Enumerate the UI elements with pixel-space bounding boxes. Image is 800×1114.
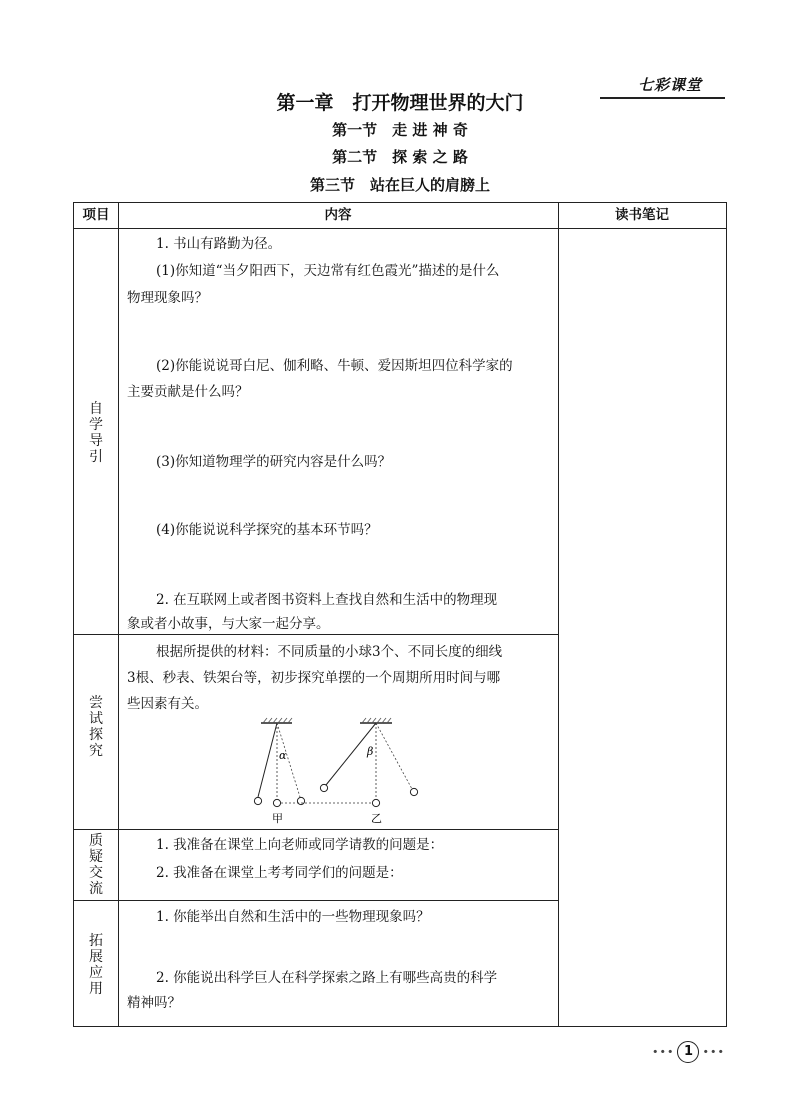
row-divider [74, 900, 558, 901]
bob-right-swing [410, 788, 417, 795]
content-line: 1. 我准备在课堂上向老师或同学请教的问题是： [156, 837, 444, 853]
chapter-title: 第一章 打开物理世界的大门 [276, 92, 524, 114]
bob-left-rest [273, 799, 280, 806]
header-item: 项目 [82, 207, 110, 223]
content-line: 1. 你能举出自然和生活中的一些物理现象吗？ [156, 909, 430, 925]
content-line: (4)你能说说科学探究的基本环节吗？ [156, 522, 378, 538]
page-number: 1 [677, 1041, 699, 1063]
content-line: 象或者小故事，与大家一起分享。 [127, 616, 330, 632]
row-label-self-study: 自 学 导 引 [89, 401, 103, 465]
content-line: 主要贡献是什么吗？ [127, 384, 249, 400]
row-label-extend-apply: 拓 展 应 用 [89, 933, 103, 997]
row-label-question-exchange: 质 疑 交 流 [89, 833, 103, 897]
footer-dots-right: ••• [702, 1045, 725, 1059]
angle-alpha-label: α [279, 749, 287, 762]
bob-right [320, 784, 327, 791]
study-table [73, 202, 727, 1027]
angle-beta-label: β [367, 745, 374, 758]
page-footer [652, 1041, 725, 1063]
column-divider [118, 203, 119, 1026]
header-divider [74, 228, 726, 229]
content-line: (2)你能说说哥白尼、伽利略、牛顿、爱因斯坦四位科学家的 [156, 358, 513, 374]
header-notes: 读书笔记 [615, 207, 669, 223]
row-divider [74, 634, 558, 635]
footer-dots-left: ••• [652, 1045, 675, 1059]
bob-left-swing [297, 797, 304, 804]
section-2-title: 第二节 探 索 之 路 [332, 148, 468, 166]
header-content: 内容 [324, 207, 352, 223]
bob-left [254, 797, 261, 804]
content-line: (3)你知道物理学的研究内容是什么吗？ [156, 454, 392, 470]
section-3-title: 第三节 站在巨人的肩膀上 [309, 176, 490, 194]
pendulum-figure [248, 717, 428, 827]
swing-dashed-right [376, 723, 412, 789]
content-line: 精神吗？ [127, 995, 181, 1011]
content-line: 3根、秒表、铁架台等，初步探究单摆的一个周期所用时间与哪 [127, 670, 501, 686]
content-line: 2. 你能说出科学巨人在科学探索之路上有哪些高贵的科学 [156, 970, 498, 986]
string-left [258, 723, 277, 797]
figure-label-b: 乙 [371, 812, 382, 825]
content-line: 2. 在互联网上或者图书资料上查找自然和生活中的物理现 [156, 592, 498, 608]
bob-right-rest [372, 799, 379, 806]
content-line: 些因素有关。 [127, 696, 208, 712]
section-1-title: 第一节 走 进 神 奇 [332, 121, 468, 139]
row-divider [74, 829, 558, 830]
content-line: (1)你知道“当夕阳西下，天边常有红色霞光”描述的是什么 [156, 263, 500, 279]
figure-label-a: 甲 [272, 812, 283, 825]
content-line: 物理现象吗？ [127, 290, 208, 306]
row-label-try-explore: 尝 试 探 究 [89, 695, 103, 759]
publisher-logo: 七彩课堂 [638, 76, 703, 94]
content-line: 2. 我准备在课堂上考考同学们的问题是： [156, 865, 403, 881]
column-divider [558, 203, 559, 1026]
content-line: 根据所提供的材料：不同质量的小球3个、不同长度的细线 [156, 644, 503, 660]
content-line: 1. 书山有路勤为径。 [156, 236, 282, 252]
